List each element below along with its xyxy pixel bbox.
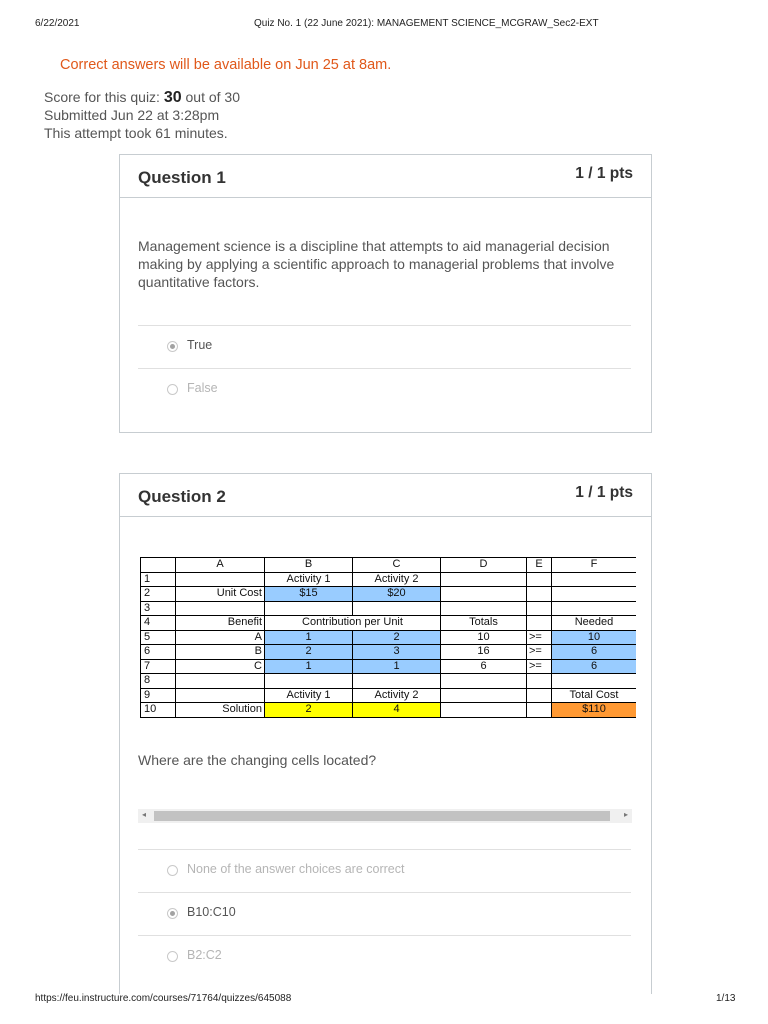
- cell: [441, 688, 527, 703]
- question-text: Where are the changing cells located?: [138, 752, 377, 768]
- spreadsheet-row: [141, 572, 637, 587]
- cell: Activity 1: [265, 688, 353, 703]
- spreadsheet-row: [141, 659, 637, 674]
- spreadsheet-row: [141, 601, 637, 616]
- spreadsheet-row: [141, 688, 637, 703]
- radio-empty-icon[interactable]: [167, 951, 178, 962]
- question-title: Question 1: [138, 168, 226, 187]
- cell: $20: [353, 587, 441, 602]
- cell: [527, 572, 552, 587]
- question-points: 1 / 1 pts: [575, 484, 633, 501]
- cell: 1: [265, 659, 353, 674]
- cell: >=: [527, 659, 552, 674]
- cell: Activity 2: [353, 572, 441, 587]
- answer-option[interactable]: [138, 325, 631, 369]
- horizontal-scrollbar[interactable]: [138, 809, 632, 823]
- answer-label: B10:C10: [187, 905, 236, 919]
- answer-option[interactable]: [138, 849, 631, 893]
- cell: 1: [265, 630, 353, 645]
- cell: Needed: [552, 616, 637, 631]
- row-number: 5: [141, 630, 176, 645]
- cell: $110: [552, 703, 637, 718]
- spreadsheet-row: [141, 616, 637, 631]
- row-number: 10: [141, 703, 176, 718]
- cell: [176, 688, 265, 703]
- cell: $15: [265, 587, 353, 602]
- cell: [527, 703, 552, 718]
- row-number: 1: [141, 572, 176, 587]
- score-prefix: Score for this quiz:: [44, 89, 164, 105]
- cell: 2: [265, 703, 353, 718]
- cell: 2: [265, 645, 353, 660]
- scroll-right-icon[interactable]: ▸: [623, 810, 628, 819]
- cell: [441, 674, 527, 689]
- answer-label: None of the answer choices are correct: [187, 862, 405, 876]
- cell: 10: [441, 630, 527, 645]
- cell: Contribution per Unit: [265, 616, 441, 631]
- cell: 1: [353, 659, 441, 674]
- answer-option[interactable]: [138, 935, 631, 979]
- cell: >=: [527, 645, 552, 660]
- cell: [552, 572, 637, 587]
- column-header: D: [441, 558, 527, 573]
- score-value: 30: [163, 89, 182, 106]
- cell: [441, 601, 527, 616]
- spreadsheet-column-headers: [141, 558, 637, 573]
- submitted-time: Submitted Jun 22 at 3:28pm: [44, 107, 220, 123]
- cell: Activity 1: [265, 572, 353, 587]
- cell: Total Cost: [552, 688, 637, 703]
- cell: [176, 674, 265, 689]
- cell: >=: [527, 630, 552, 645]
- row-number: 9: [141, 688, 176, 703]
- cell: [527, 587, 552, 602]
- question-header: [120, 474, 651, 517]
- spreadsheet-image: [140, 557, 636, 718]
- question-points: 1 / 1 pts: [575, 165, 633, 182]
- cell: [353, 601, 441, 616]
- cell: 16: [441, 645, 527, 660]
- cell: [353, 674, 441, 689]
- cell: [176, 572, 265, 587]
- print-title: Quiz No. 1 (22 June 2021): MANAGEMENT SCIENCE_MCGRAW_Sec2-EXT: [254, 18, 599, 29]
- spreadsheet-row: [141, 645, 637, 660]
- radio-selected-icon[interactable]: [167, 341, 178, 352]
- quiz-score: [44, 88, 240, 107]
- cell: Solution: [176, 703, 265, 718]
- cell: Totals: [441, 616, 527, 631]
- cell: [527, 674, 552, 689]
- row-number: 6: [141, 645, 176, 660]
- cell: [552, 601, 637, 616]
- print-page-number: 1/13: [716, 993, 736, 1004]
- cell: A: [176, 630, 265, 645]
- row-number: 8: [141, 674, 176, 689]
- score-suffix: out of 30: [181, 89, 241, 105]
- column-header: F: [552, 558, 637, 573]
- question-1: [119, 154, 652, 433]
- cell: 2: [353, 630, 441, 645]
- cell: [441, 587, 527, 602]
- answer-option[interactable]: [138, 368, 631, 412]
- spreadsheet-row: [141, 703, 637, 718]
- spreadsheet-row: [141, 630, 637, 645]
- question-header: [120, 155, 651, 198]
- cell: [176, 601, 265, 616]
- cell: [527, 688, 552, 703]
- radio-empty-icon[interactable]: [167, 865, 178, 876]
- cell: Activity 2: [353, 688, 441, 703]
- print-date: 6/22/2021: [35, 18, 80, 29]
- scrollbar-thumb[interactable]: [154, 811, 610, 821]
- question-text: Management science is a discipline that attempts to aid managerial decision making by applying a scientific approach to managerial problems that involve quantitative factors.: [138, 238, 615, 290]
- question-title: Question 2: [138, 487, 226, 506]
- cell: [552, 674, 637, 689]
- radio-selected-icon[interactable]: [167, 908, 178, 919]
- answer-label: False: [187, 381, 218, 395]
- row-number: 4: [141, 616, 176, 631]
- cell: [552, 587, 637, 602]
- row-number: 2: [141, 587, 176, 602]
- cell: 6: [441, 659, 527, 674]
- answers-availability-notice: Correct answers will be available on Jun 25 at 8am.: [60, 57, 392, 73]
- cell: B: [176, 645, 265, 660]
- row-number: 3: [141, 601, 176, 616]
- attempt-duration: This attempt took 61 minutes.: [44, 125, 228, 141]
- cell: [527, 601, 552, 616]
- column-header: A: [176, 558, 265, 573]
- scroll-left-icon[interactable]: ◂: [142, 810, 147, 819]
- cell: 4: [353, 703, 441, 718]
- cell: 6: [552, 659, 637, 674]
- cell: Benefit: [176, 616, 265, 631]
- cell: 10: [552, 630, 637, 645]
- cell: Unit Cost: [176, 587, 265, 602]
- cell: [265, 674, 353, 689]
- row-number: 7: [141, 659, 176, 674]
- question-2: [119, 473, 652, 994]
- column-header: E: [527, 558, 552, 573]
- cell: [527, 616, 552, 631]
- answer-option[interactable]: [138, 892, 631, 936]
- cell: [441, 572, 527, 587]
- column-header: B: [265, 558, 353, 573]
- spreadsheet-row: [141, 587, 637, 602]
- cell: 6: [552, 645, 637, 660]
- answer-label: True: [187, 338, 213, 352]
- answer-label: B2:C2: [187, 948, 222, 962]
- cell: [441, 703, 527, 718]
- print-url: https://feu.instructure.com/courses/71764/quizzes/645088: [35, 993, 292, 1004]
- spreadsheet-row: [141, 674, 637, 689]
- cell: C: [176, 659, 265, 674]
- cell: 3: [353, 645, 441, 660]
- radio-empty-icon[interactable]: [167, 384, 178, 395]
- corner-cell: [141, 558, 176, 573]
- column-header: C: [353, 558, 441, 573]
- cell: [265, 601, 353, 616]
